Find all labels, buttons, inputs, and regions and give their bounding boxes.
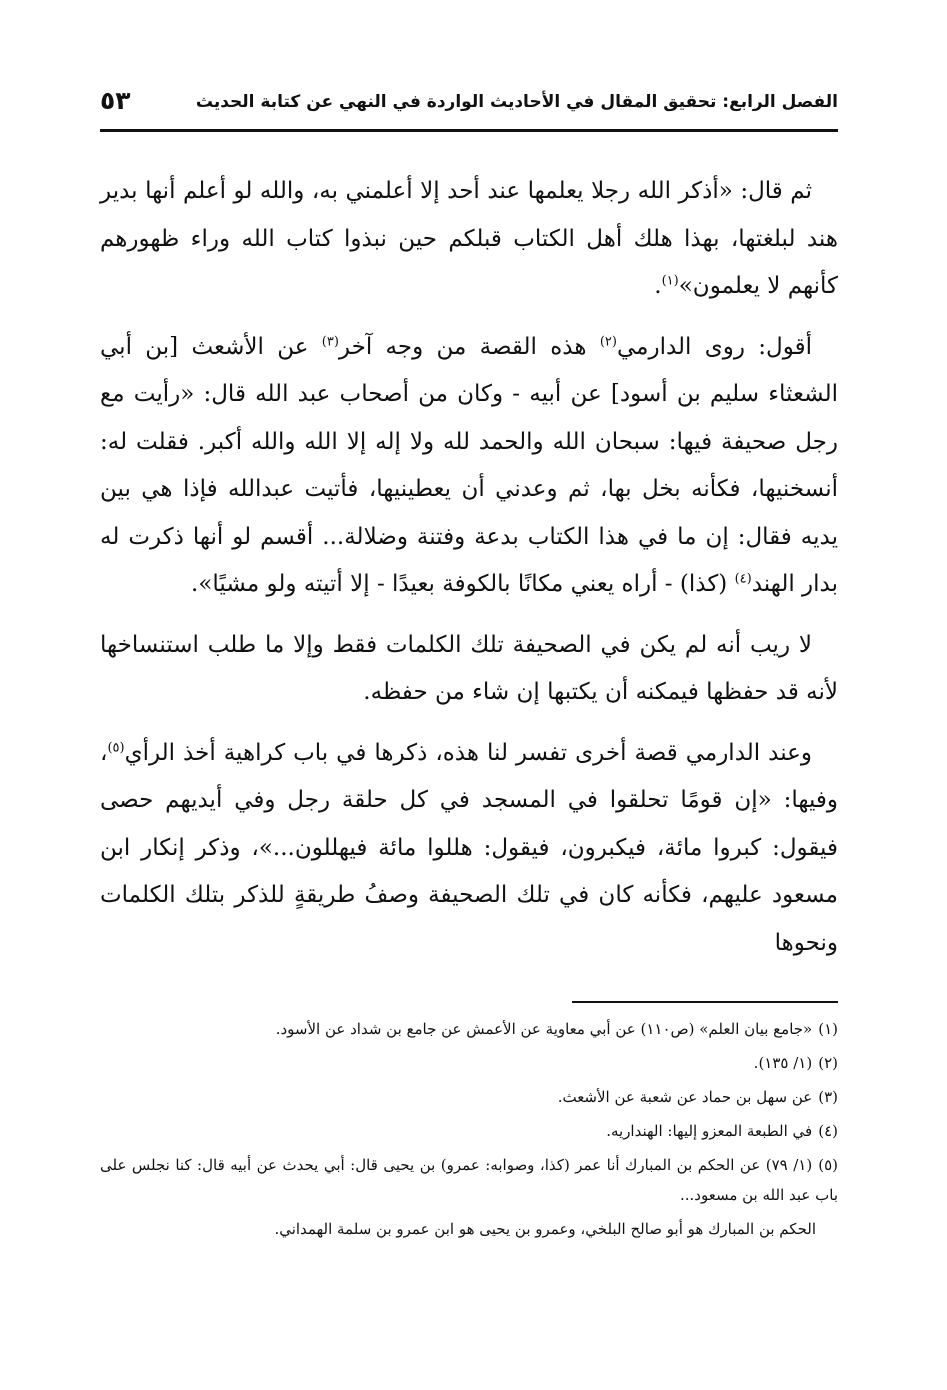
paragraph-2-part-c: عن الأشعث [بن أبي الشعثاء سليم بن أسود] عن أبيه - وكان من أصحاب عبد الله قال: «رأيت مع رجل صحيفة فيها: سبحان الله والحمد لله ولا إله إلا الله والله أكبر. فقلت له: أنسخنيها، فكأنه بخل بها، ثم وعدني أن يعطينيها، فأتيت عبدالله فإذا هي بين يديه فقال: إن ما في هذا الكتاب بدعة وفتنة وضلالة... أقسم لو أنها ذكرت له بدار الهند <box>100 333 838 597</box>
footnote-number: (١) <box>818 1020 838 1038</box>
paragraph-1 <box>100 168 838 311</box>
paragraph-2-part-b: هذه القصة من وجه آخر <box>338 333 600 360</box>
running-title: الفصل الرابع: تحقيق المقال في الأحاديث الواردة في النهي عن كتابة الحديث <box>195 92 838 112</box>
paragraph-3 <box>100 622 838 717</box>
header-rule <box>100 129 838 132</box>
page-number: ٥٣ <box>100 86 131 115</box>
footnote-3 <box>100 1082 838 1112</box>
footnotes <box>100 1014 838 1248</box>
footnote-text: (١/ ٧٩) عن الحكم بن المبارك أنا عمر (كذا، وصوابه: عمرو) بن يحيى قال: أبي يحدث عن أبيه قال: كنا نجلس على باب عبد الله بن مسعود... <box>100 1156 838 1204</box>
footnote-ref-3[interactable]: (٣) <box>321 333 339 349</box>
footnote-4 <box>100 1116 838 1146</box>
footnote-text: «جامع بيان العلم» (ص١١٠) عن أبي معاوية عن الأعمش عن جامع بن شداد عن الأسود. <box>275 1020 813 1038</box>
footnote-number: (٣) <box>818 1088 838 1106</box>
footnote-separator <box>572 1001 838 1003</box>
paragraph-3-text: لا ريب أنه لم يكن في الصحيفة تلك الكلمات فقط وإلا ما طلب استنساخها لأنه قد حفظها فيمكنه أن يكتبها إن شاء من حفظه. <box>100 631 838 705</box>
paragraph-2 <box>100 324 838 609</box>
running-head <box>100 86 838 126</box>
footnote-ref-5[interactable]: (٥) <box>107 739 125 755</box>
footnote-text: في الطبعة المعزو إليها: الهنداريه. <box>606 1122 813 1140</box>
paragraph-1-tail: . <box>654 273 662 299</box>
paragraph-2-part-d: (كذا) - أراه يعني مكانًا بالكوفة بعيدًا - إلا أتيته ولو مشيًا». <box>191 571 735 597</box>
paragraph-4-part-b: ، وفيها: «إن قومًا تحلقوا في المسجد في كل حلقة رجل وفي أيديهم حصى فيقول: كبروا مائة، فيكبرون، فيقول: هللوا مائة فيهللون...»، وذكر إنكار ابن مسعود عليهم، فكأنه كان في تلك الصحيفة وصفُ طريقةٍ للذكر بتلك الكلمات ونحوها <box>100 739 838 956</box>
footnote-5 <box>100 1150 838 1210</box>
footnote-number: (٥) <box>818 1156 838 1174</box>
footnote-ref-1[interactable]: (١) <box>661 273 679 289</box>
footnote-1 <box>100 1014 838 1044</box>
paragraph-2-part-a: أقول: روى الدارمي <box>616 333 812 360</box>
main-text <box>100 168 838 980</box>
footnote-2 <box>100 1048 838 1078</box>
footnote-ref-2[interactable]: (٢) <box>599 333 617 349</box>
footnote-number: (٤) <box>818 1122 838 1140</box>
footnote-number: (٢) <box>818 1054 838 1072</box>
paragraph-1-text: ثم قال: «أذكر الله رجلا يعلمها عند أحد إلا أعلمني به، والله لو أعلم أنها بدير هند لبلغتها، بهذا هلك أهل الكتاب قبلكم حين نبذوا كتاب الله وراء ظهورهم كأنهم لا يعلمون» <box>100 178 838 299</box>
footnote-ref-4[interactable]: (٤) <box>734 571 752 587</box>
footnote-text: (١/ ١٣٥). <box>753 1054 813 1072</box>
paragraph-4-part-a: وعند الدارمي قصة أخرى تفسر لنا هذه، ذكرها في باب كراهية أخذ الرأي <box>124 739 812 766</box>
footnote-text: عن سهل بن حماد عن شعبة عن الأشعث. <box>557 1088 813 1106</box>
paragraph-4 <box>100 730 838 968</box>
footnote-5-continuation: الحكم بن المبارك هو أبو صالح البلخي، وعمرو بن يحيى هو ابن عمرو بن سلمة الهمداني. <box>274 1220 816 1238</box>
